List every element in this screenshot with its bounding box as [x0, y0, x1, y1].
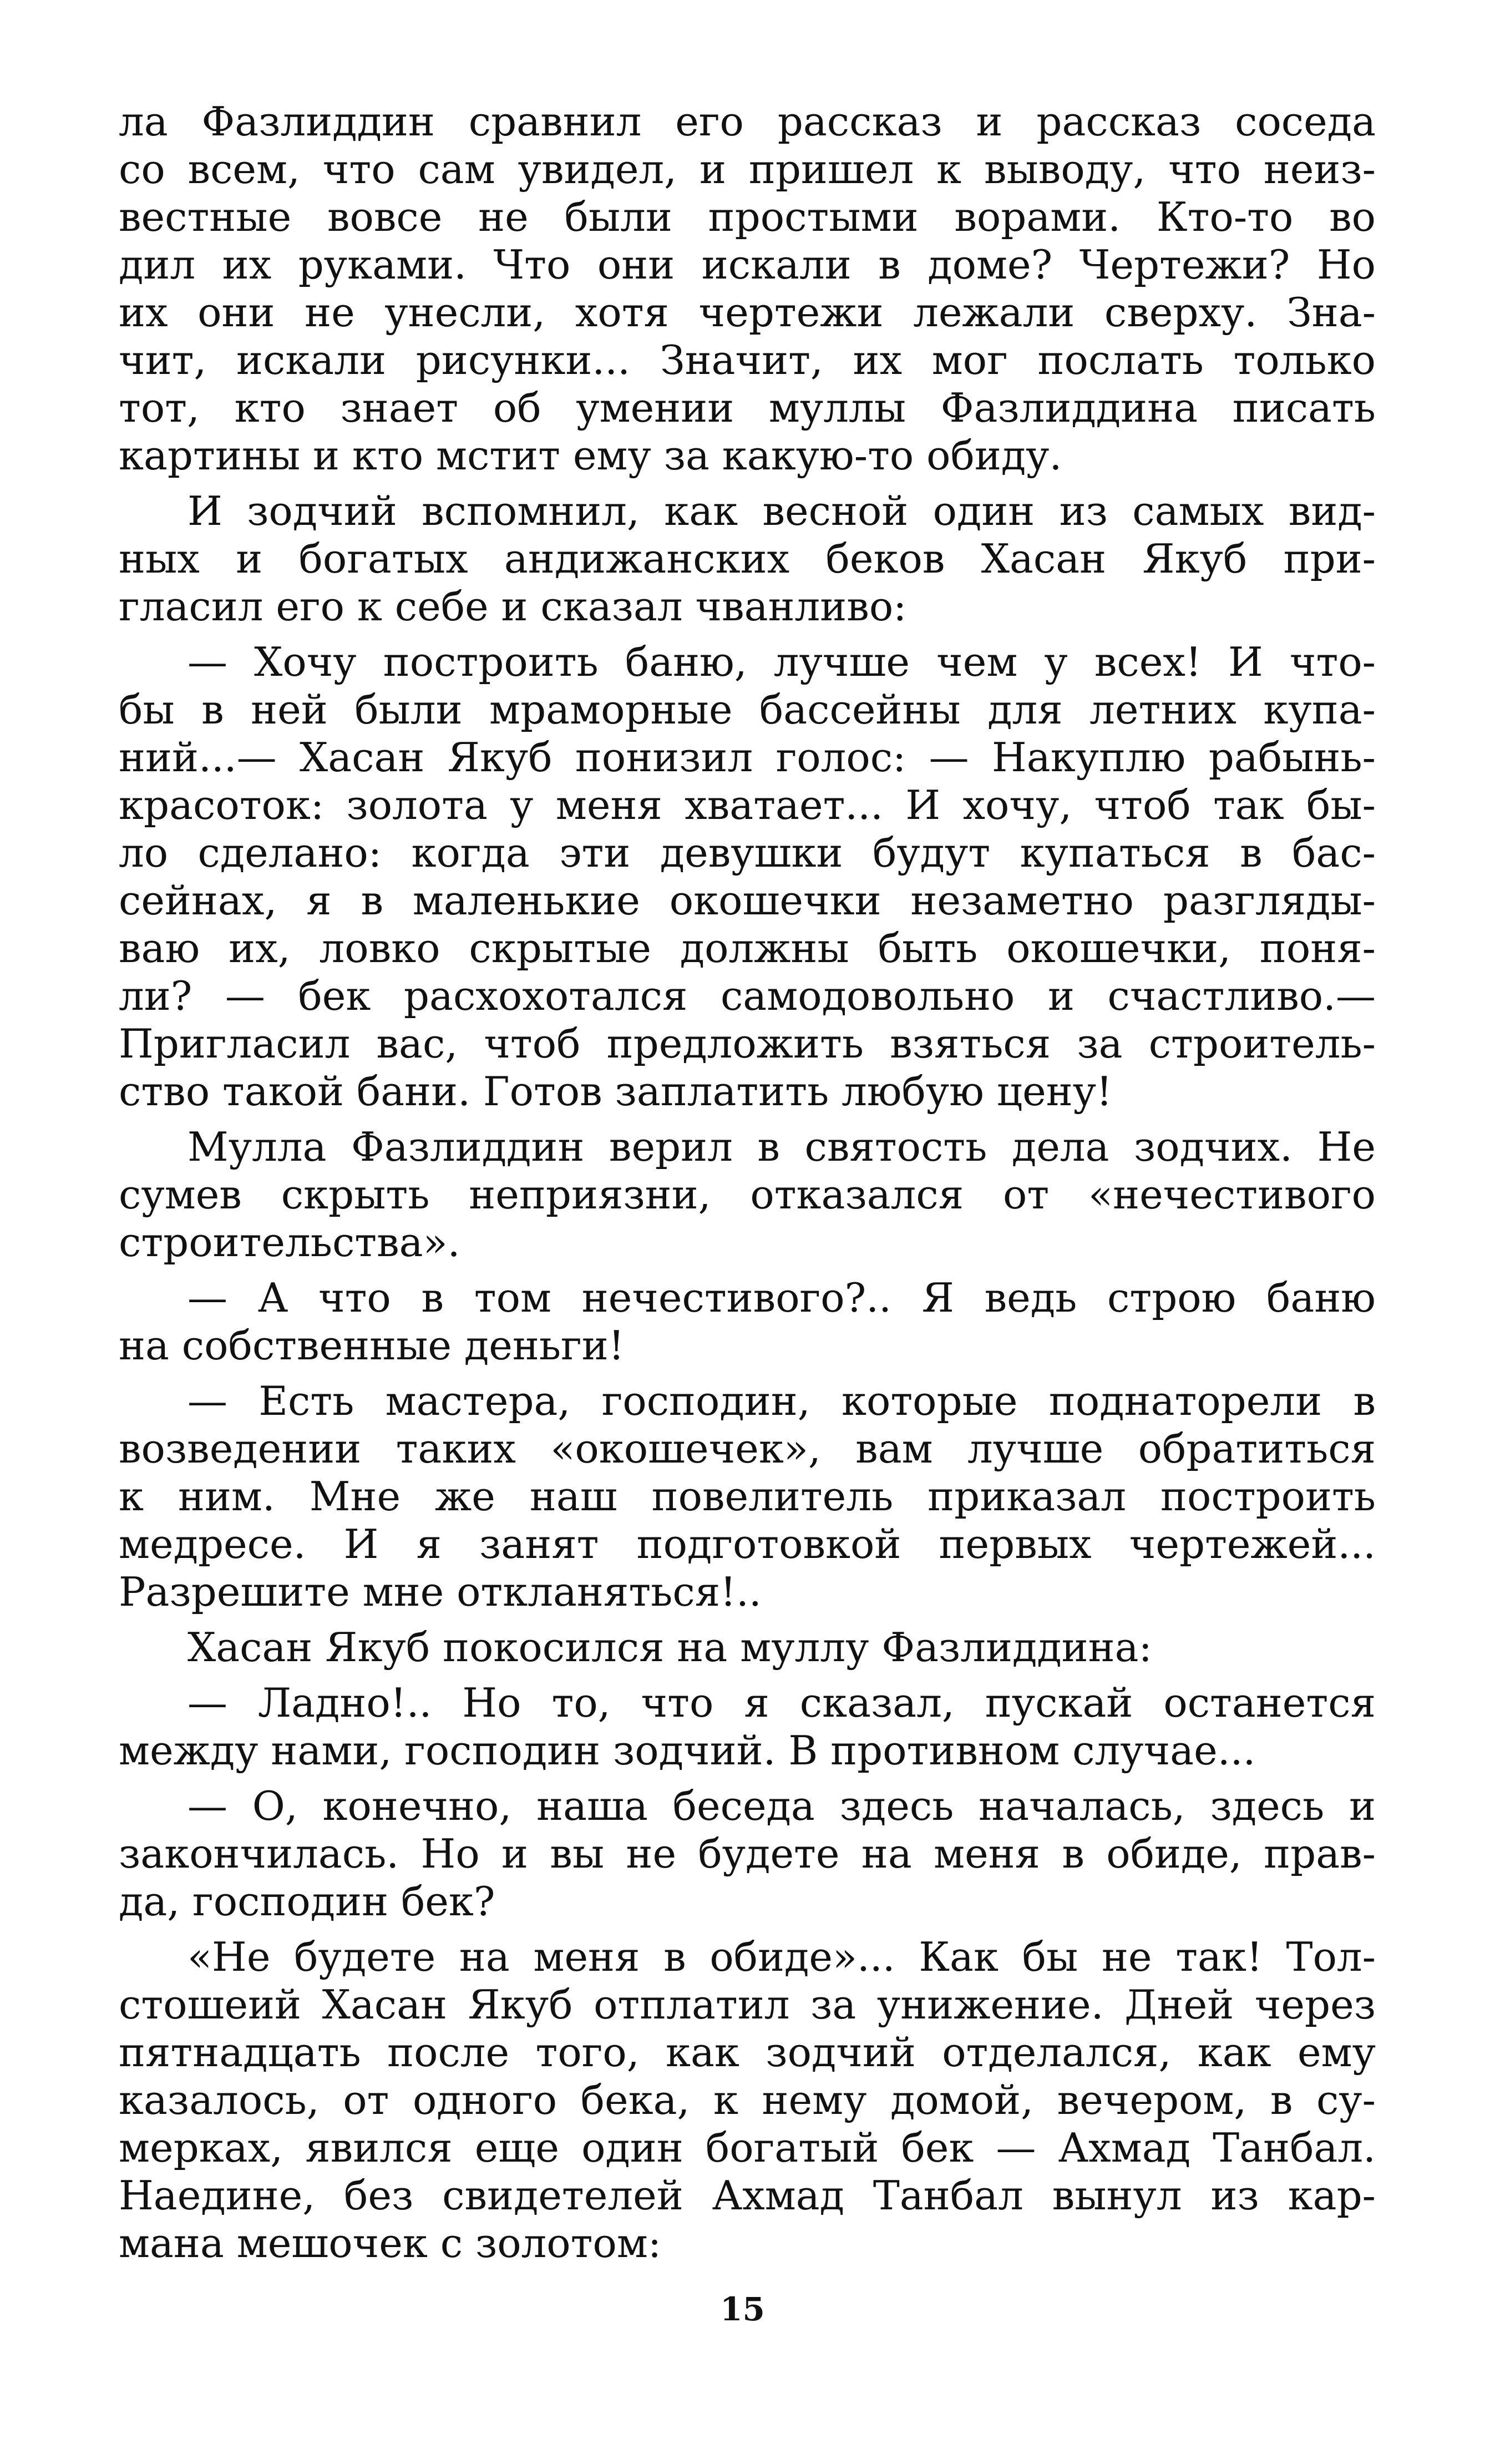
paragraph — [119, 638, 1376, 1115]
text-line: вестные вовсе не были простыми ворами. Кто-то во — [119, 194, 1376, 240]
text-line: гласил его к себе и сказал чванливо: — [119, 583, 907, 630]
paragraph — [119, 487, 1376, 630]
text-line: бы в ней были мраморные бассейны для летних купа- — [119, 686, 1376, 733]
text-line: медресе. И я занят подготовкой первых чертежей... — [119, 1521, 1376, 1567]
text-line: казалось, от одного бека, к нему домой, вечером, в су- — [119, 2077, 1376, 2123]
text-line: стошеий Хасан Якуб отплатил за унижение. Дней через — [119, 1981, 1376, 2028]
paragraph — [119, 1274, 1376, 1369]
text-line: мана мешочек с золотом: — [119, 2220, 662, 2266]
text-line: ных и богатых андижанских беков Хасан Якуб при- — [119, 535, 1376, 582]
text-line: ли? — бек расхохотался самодовольно и счастливо.— — [119, 973, 1376, 1019]
text-line: сейнах, я в маленькие окошечки незаметно разгляды- — [119, 877, 1376, 924]
body-text — [119, 98, 1376, 2275]
text-line: возведении таких «окошечек», вам лучше обратиться — [119, 1425, 1376, 1472]
text-line: ло сделано: когда эти девушки будут купаться в бас- — [119, 829, 1376, 876]
text-line: между нами, господин зодчий. В противном случае... — [119, 1727, 1256, 1774]
text-line: ний...— Хасан Якуб понизил голос: — Накуплю рабынь- — [119, 734, 1376, 781]
text-line: — Ладно!.. Но то, что я сказал, пускай останется — [187, 1679, 1376, 1726]
text-line: со всем, что сам увидел, и пришел к выводу, что неиз- — [119, 146, 1376, 193]
text-line: сумев скрыть неприязни, отказался от «нечестивого — [119, 1171, 1376, 1218]
text-line: да, господин бек? — [119, 1878, 495, 1925]
text-line: Хасан Якуб покосился на муллу Фазлиддина: — [187, 1624, 1152, 1671]
text-line: — Хочу построить баню, лучше чем у всех! И что- — [187, 639, 1376, 685]
paragraph — [119, 1679, 1376, 1774]
text-line: на собственные деньги! — [119, 1322, 625, 1369]
paragraph — [119, 1782, 1376, 1925]
text-line: красоток: золота у меня хватает... И хочу, чтоб так бы- — [119, 782, 1376, 828]
paragraph — [119, 98, 1376, 479]
text-line: мерках, явился еще один богатый бек — Ахмад Танбал. — [119, 2124, 1376, 2171]
text-line: «Не будете на меня в обиде»... Как бы не так! Тол- — [187, 1934, 1376, 1980]
text-line: Пригласил вас, чтоб предложить взяться за строитель- — [119, 1020, 1376, 1067]
text-line: к ним. Мне же наш повелитель приказал построить — [119, 1473, 1376, 1520]
text-line: — О, конечно, наша беседа здесь началась, здесь и — [187, 1783, 1376, 1829]
text-line: ваю их, ловко скрытые должны быть окошечки, поня- — [119, 925, 1376, 972]
text-line: дил их руками. Что они искали в доме? Чертежи? Но — [119, 241, 1376, 288]
text-line: их они не унесли, хотя чертежи лежали сверху. Зна- — [119, 289, 1376, 336]
paragraph — [119, 1623, 1376, 1671]
text-line: пятнадцать после того, как зодчий отделался, как ему — [119, 2029, 1376, 2076]
text-line: Разрешите мне откланяться!.. — [119, 1569, 762, 1615]
paragraph — [119, 1377, 1376, 1616]
text-line: Мулла Фазлиддин верил в святость дела зодчих. Не — [187, 1124, 1376, 1170]
paragraph — [119, 1123, 1376, 1266]
text-line: закончилась. Но и вы не будете на меня в обиде, прав- — [119, 1830, 1376, 1877]
text-line: Наедине, без свидетелей Ахмад Танбал вынул из кар- — [119, 2172, 1376, 2219]
text-line: тот, кто знает об умении муллы Фазлиддина писать — [119, 384, 1376, 431]
text-line: картины и кто мстит ему за какую-то обиду. — [119, 432, 1062, 479]
paragraph — [119, 1933, 1376, 2267]
text-line: И зодчий вспомнил, как весной один из самых вид- — [187, 488, 1376, 534]
text-line: чит, искали рисунки... Значит, их мог послать только — [119, 337, 1376, 383]
text-line: — А что в том нечестивого?.. Я ведь строю баню — [187, 1274, 1376, 1321]
text-line: — Есть мастера, господин, которые поднаторели в — [187, 1378, 1376, 1424]
text-line: строительства». — [119, 1219, 460, 1266]
text-line: ла Фазлиддин сравнил его рассказ и рассказ соседа — [119, 98, 1376, 145]
text-line: ство такой бани. Готов заплатить любую цену! — [119, 1068, 1113, 1115]
page-number: 15 — [720, 2290, 765, 2328]
